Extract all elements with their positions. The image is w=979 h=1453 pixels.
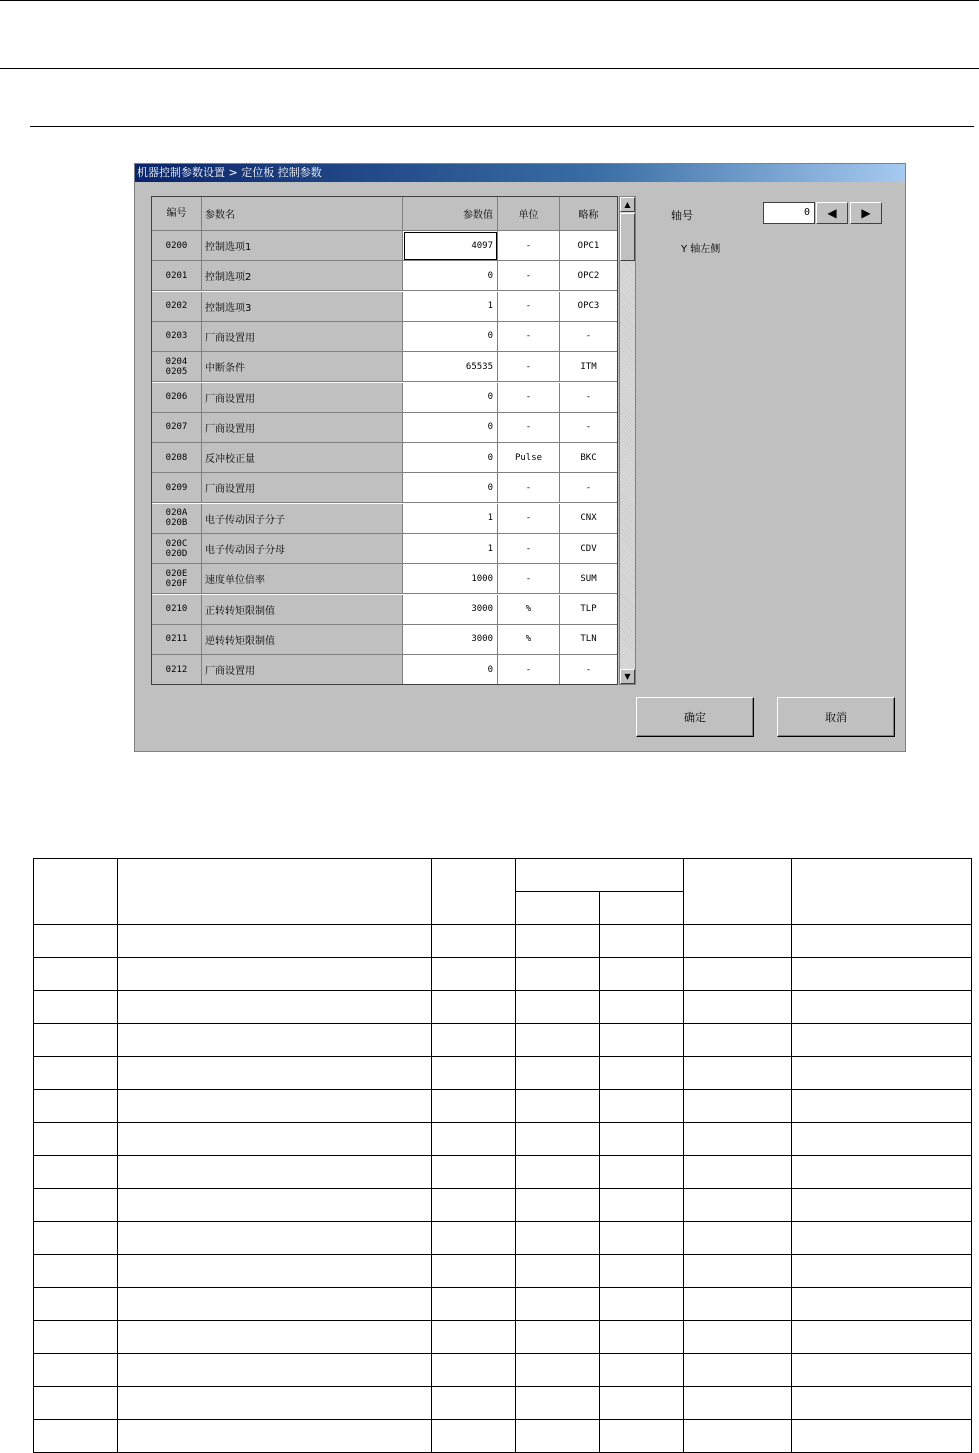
cell-no: 0203 <box>152 322 202 352</box>
table-cell <box>516 1024 600 1057</box>
table-cell <box>118 991 432 1024</box>
cell-name: 厂商设置用 <box>202 655 403 685</box>
column-header-abbr[interactable]: 略称 <box>560 197 618 231</box>
cell-value[interactable]: 1000 <box>403 564 498 594</box>
table-cell <box>34 1057 118 1090</box>
table-row[interactable] <box>152 261 618 291</box>
table-cell <box>684 991 792 1024</box>
table-cell <box>34 1288 118 1321</box>
table-cell <box>684 1156 792 1189</box>
cell-value[interactable]: 4097 <box>403 231 498 261</box>
table-header-cell <box>432 859 516 925</box>
cell-value[interactable]: 3000 <box>403 595 498 625</box>
table-cell <box>118 1024 432 1057</box>
table-cell <box>684 1189 792 1222</box>
table-cell <box>684 1057 792 1090</box>
cell-name: 厂商设置用 <box>202 383 403 413</box>
cell-unit: % <box>498 625 560 655</box>
table-cell <box>432 991 516 1024</box>
table-cell <box>432 1123 516 1156</box>
table-row[interactable] <box>152 564 618 594</box>
table-row <box>34 1420 972 1453</box>
axis-number-input[interactable]: 0 <box>763 202 815 224</box>
cell-no: 0206 <box>152 383 202 413</box>
dialog-title: 机器控制参数设置 > 定位板 控制参数 <box>135 164 905 182</box>
table-cell <box>516 1189 600 1222</box>
cell-abbr: CDV <box>560 534 618 564</box>
table-cell <box>684 958 792 991</box>
table-cell <box>600 1255 684 1288</box>
arrow-left-icon: ◀ <box>827 206 837 220</box>
header-rule-top <box>0 0 979 1</box>
table-cell <box>118 1222 432 1255</box>
table-cell <box>792 1222 972 1255</box>
scroll-down-icon[interactable]: ▼ <box>620 669 635 684</box>
table-cell <box>34 1123 118 1156</box>
cell-name: 厂商设置用 <box>202 413 403 443</box>
table-cell <box>34 991 118 1024</box>
table-row <box>34 1057 972 1090</box>
table-cell <box>516 958 600 991</box>
axis-next-button[interactable] <box>850 202 882 224</box>
cell-value[interactable]: 0 <box>403 443 498 473</box>
cell-unit: - <box>498 504 560 534</box>
table-subheader-cell <box>516 892 600 925</box>
table-cell <box>792 1123 972 1156</box>
table-cell <box>792 1288 972 1321</box>
table-cell <box>600 1387 684 1420</box>
table-cell <box>34 1090 118 1123</box>
cell-no: 0207 <box>152 413 202 443</box>
table-cell <box>118 1354 432 1387</box>
table-row[interactable] <box>152 534 618 564</box>
cell-unit: - <box>498 352 560 382</box>
table-cell <box>34 1024 118 1057</box>
table-row[interactable] <box>152 625 618 655</box>
table-cell <box>600 1288 684 1321</box>
cell-name: 正转转矩限制值 <box>202 595 403 625</box>
table-cell <box>516 1222 600 1255</box>
table-row[interactable] <box>152 443 618 473</box>
table-cell <box>432 1288 516 1321</box>
cell-name: 中断条件 <box>202 352 403 382</box>
cell-unit: - <box>498 534 560 564</box>
table-row <box>34 1156 972 1189</box>
table-cell <box>432 1420 516 1453</box>
table-row[interactable] <box>152 352 618 382</box>
cell-abbr: - <box>560 413 618 443</box>
cell-value[interactable]: 0 <box>403 261 498 291</box>
table-cell <box>118 925 432 958</box>
table-cell <box>600 1024 684 1057</box>
cell-value[interactable]: 0 <box>403 383 498 413</box>
table-cell <box>684 1222 792 1255</box>
table-cell <box>432 1156 516 1189</box>
cancel-button[interactable]: 取消 <box>777 697 895 737</box>
axis-description: Y 轴左侧 <box>681 244 721 255</box>
table-cell <box>118 958 432 991</box>
table-row <box>34 1288 972 1321</box>
table-cell <box>792 925 972 958</box>
header-rule-middle <box>0 68 979 69</box>
cell-value[interactable]: 0 <box>403 413 498 443</box>
table-cell <box>600 1123 684 1156</box>
table-row[interactable] <box>152 322 618 352</box>
table-row <box>34 1123 972 1156</box>
cell-abbr: - <box>560 383 618 413</box>
table-row <box>34 1024 972 1057</box>
table-cell <box>516 925 600 958</box>
table-cell <box>792 1156 972 1189</box>
table-cell <box>600 1189 684 1222</box>
table-cell <box>684 1387 792 1420</box>
table-cell <box>118 1420 432 1453</box>
cell-value[interactable]: 1 <box>403 504 498 534</box>
column-header-name[interactable]: 参数名 <box>202 197 403 231</box>
column-header-no[interactable]: 编号 <box>152 197 202 231</box>
table-cell <box>516 1255 600 1288</box>
table-cell <box>792 1255 972 1288</box>
table-header-cell <box>118 859 432 925</box>
scroll-up-icon[interactable]: ▲ <box>620 197 635 212</box>
table-row <box>34 1354 972 1387</box>
table-cell <box>516 1420 600 1453</box>
parameter-grid <box>151 196 618 685</box>
table-row <box>34 1189 972 1222</box>
table-row <box>34 958 972 991</box>
table-cell <box>792 1387 972 1420</box>
cell-abbr: - <box>560 322 618 352</box>
cell-unit: - <box>498 261 560 291</box>
table-cell <box>600 1156 684 1189</box>
table-cell <box>516 1123 600 1156</box>
table-header-cell <box>792 859 972 925</box>
table-cell <box>600 1321 684 1354</box>
blank-parameter-table <box>33 858 972 1453</box>
cell-unit: - <box>498 413 560 443</box>
cell-abbr: SUM <box>560 564 618 594</box>
cell-abbr: OPC1 <box>560 231 618 261</box>
cell-abbr: CNX <box>560 504 618 534</box>
table-cell <box>600 1222 684 1255</box>
grid-scrollbar[interactable] <box>619 196 636 685</box>
table-subheader-cell <box>600 892 684 925</box>
cell-unit: - <box>498 655 560 685</box>
table-cell <box>432 1321 516 1354</box>
table-cell <box>118 1057 432 1090</box>
cell-name: 反冲校正量 <box>202 443 403 473</box>
table-cell <box>34 1222 118 1255</box>
table-row <box>34 925 972 958</box>
table-row[interactable] <box>152 473 618 503</box>
table-cell <box>34 1321 118 1354</box>
table-row[interactable] <box>152 595 618 625</box>
cell-no: 0208 <box>152 443 202 473</box>
ok-button[interactable]: 确定 <box>636 697 754 737</box>
cell-unit: - <box>498 473 560 503</box>
table-cell <box>118 1255 432 1288</box>
cell-no: 0209 <box>152 473 202 503</box>
table-cell <box>516 1321 600 1354</box>
table-cell <box>792 1090 972 1123</box>
cell-abbr: OPC2 <box>560 261 618 291</box>
cell-value[interactable]: 65535 <box>403 352 498 382</box>
cell-abbr: - <box>560 473 618 503</box>
cell-no: 0202 <box>152 292 202 322</box>
table-cell <box>792 958 972 991</box>
table-cell <box>34 1255 118 1288</box>
cell-no: 0212 <box>152 655 202 685</box>
cell-no: 020C 020D <box>152 534 202 564</box>
table-row[interactable] <box>152 655 618 685</box>
table-cell <box>432 1090 516 1123</box>
cell-unit: - <box>498 231 560 261</box>
table-cell <box>792 991 972 1024</box>
cell-value[interactable]: 0 <box>403 473 498 503</box>
cell-name: 厂商设置用 <box>202 322 403 352</box>
table-cell <box>432 1255 516 1288</box>
cell-unit: - <box>498 564 560 594</box>
table-cell <box>118 1189 432 1222</box>
table-row <box>34 1222 972 1255</box>
table-row <box>34 1321 972 1354</box>
cell-name: 厂商设置用 <box>202 473 403 503</box>
table-cell <box>516 991 600 1024</box>
cell-value[interactable]: 1 <box>403 534 498 564</box>
table-cell <box>684 1354 792 1387</box>
table-cell <box>792 1354 972 1387</box>
table-row <box>34 1090 972 1123</box>
table-row[interactable] <box>152 504 618 534</box>
arrow-right-icon: ▶ <box>861 206 871 220</box>
table-cell <box>792 1420 972 1453</box>
cell-unit: - <box>498 322 560 352</box>
table-cell <box>684 925 792 958</box>
table-cell <box>118 1090 432 1123</box>
column-header-value[interactable]: 参数值 <box>403 197 498 231</box>
axis-label: 轴号 <box>671 209 693 222</box>
table-cell <box>34 1189 118 1222</box>
table-cell <box>600 925 684 958</box>
axis-prev-button[interactable] <box>816 202 848 224</box>
cell-unit: - <box>498 292 560 322</box>
cell-name: 电子传动因子分子 <box>202 504 403 534</box>
table-row <box>34 1387 972 1420</box>
table-cell <box>792 1057 972 1090</box>
table-cell <box>118 1123 432 1156</box>
table-cell <box>432 958 516 991</box>
table-cell <box>118 1387 432 1420</box>
cell-no: 020A 020B <box>152 504 202 534</box>
cell-name: 电子传动因子分母 <box>202 534 403 564</box>
cell-abbr: ITM <box>560 352 618 382</box>
cell-value[interactable]: 0 <box>403 322 498 352</box>
table-cell <box>34 1420 118 1453</box>
cell-name: 控制选项2 <box>202 261 403 291</box>
scroll-thumb[interactable] <box>620 213 635 261</box>
header-rule-bottom <box>30 126 974 127</box>
cell-name: 速度单位倍率 <box>202 564 403 594</box>
table-cell <box>34 1354 118 1387</box>
cell-value[interactable]: 1 <box>403 292 498 322</box>
table-cell <box>516 1354 600 1387</box>
table-cell <box>118 1321 432 1354</box>
cell-no: 0201 <box>152 261 202 291</box>
table-cell <box>432 1024 516 1057</box>
table-header-cell <box>34 859 118 925</box>
cell-no: 0204 0205 <box>152 352 202 382</box>
table-cell <box>432 1387 516 1420</box>
table-cell <box>34 1156 118 1189</box>
grid-header <box>152 197 618 231</box>
table-cell <box>684 1420 792 1453</box>
table-cell <box>792 1189 972 1222</box>
table-cell <box>600 1354 684 1387</box>
table-cell <box>792 1024 972 1057</box>
table-header-cell <box>684 859 792 925</box>
table-cell <box>516 1156 600 1189</box>
table-cell <box>792 1321 972 1354</box>
table-cell <box>684 1255 792 1288</box>
cell-abbr: OPC3 <box>560 292 618 322</box>
cell-unit: Pulse <box>498 443 560 473</box>
table-cell <box>34 925 118 958</box>
table-cell <box>516 1387 600 1420</box>
table-cell <box>516 1288 600 1321</box>
table-row[interactable] <box>152 383 618 413</box>
table-cell <box>684 1024 792 1057</box>
table-cell <box>34 958 118 991</box>
cell-abbr: TLP <box>560 595 618 625</box>
table-row[interactable] <box>152 413 618 443</box>
cell-no: 0200 <box>152 231 202 261</box>
table-cell <box>432 1222 516 1255</box>
cell-name: 逆转转矩限制值 <box>202 625 403 655</box>
cell-unit: % <box>498 595 560 625</box>
table-cell <box>600 1090 684 1123</box>
table-cell <box>118 1156 432 1189</box>
cell-abbr: TLN <box>560 625 618 655</box>
table-cell <box>432 1354 516 1387</box>
table-cell <box>516 1090 600 1123</box>
cell-value[interactable]: 0 <box>403 655 498 685</box>
cell-abbr: BKC <box>560 443 618 473</box>
table-cell <box>684 1288 792 1321</box>
table-row[interactable] <box>152 231 618 261</box>
cell-name: 控制选项1 <box>202 231 403 261</box>
cell-no: 0211 <box>152 625 202 655</box>
table-cell <box>600 1057 684 1090</box>
table-cell <box>34 1387 118 1420</box>
table-cell <box>600 958 684 991</box>
cell-unit: - <box>498 383 560 413</box>
table-cell <box>684 1123 792 1156</box>
table-row[interactable] <box>152 292 618 322</box>
table-row <box>34 991 972 1024</box>
table-row <box>34 1255 972 1288</box>
cell-no: 0210 <box>152 595 202 625</box>
table-cell <box>432 925 516 958</box>
table-cell <box>516 1057 600 1090</box>
cell-name: 控制选项3 <box>202 292 403 322</box>
cell-value[interactable]: 3000 <box>403 625 498 655</box>
table-cell <box>432 1057 516 1090</box>
table-cell <box>600 1420 684 1453</box>
table-cell <box>600 991 684 1024</box>
column-header-unit[interactable]: 单位 <box>498 197 560 231</box>
parameter-dialog <box>134 163 906 752</box>
table-cell <box>684 1321 792 1354</box>
table-cell <box>118 1288 432 1321</box>
cell-no: 020E 020F <box>152 564 202 594</box>
cell-abbr: - <box>560 655 618 685</box>
table-header-group-cell <box>516 859 684 892</box>
table-cell <box>684 1090 792 1123</box>
table-cell <box>432 1189 516 1222</box>
